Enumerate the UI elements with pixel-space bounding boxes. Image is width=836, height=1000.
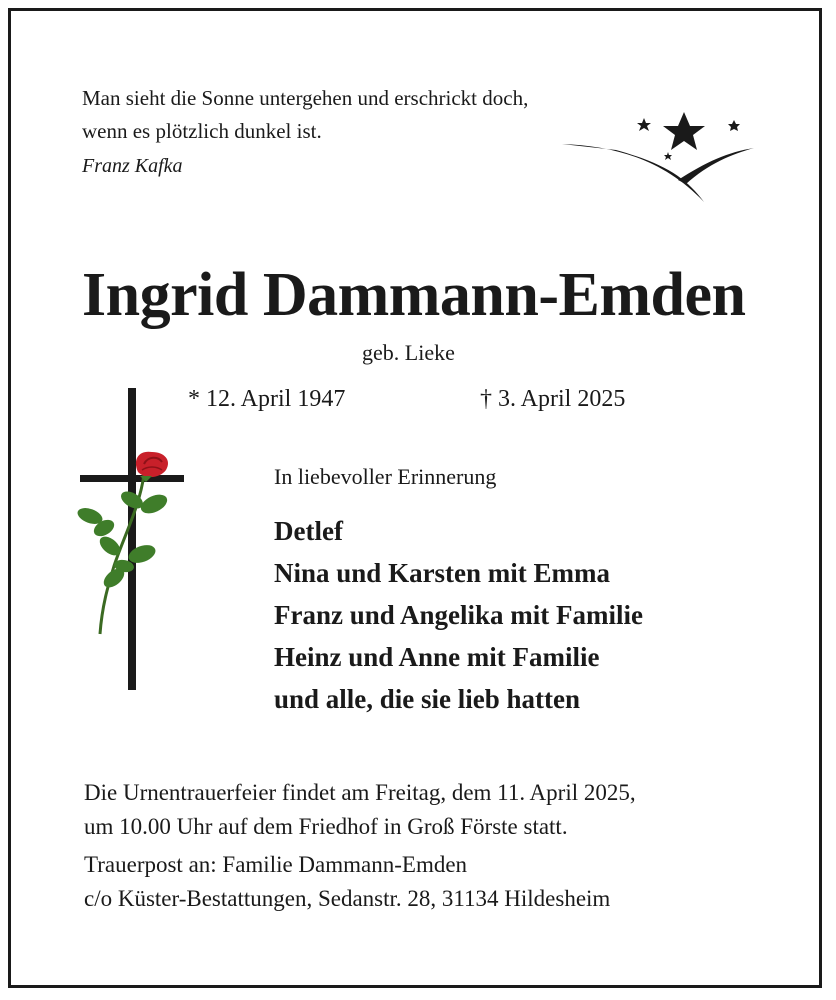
birth-date: * 12. April 1947 [188,386,346,412]
mourner-name: Heinz und Anne mit Familie [274,642,600,672]
mourner-list [274,510,643,720]
quote-line-2: wenn es plötzlich dunkel ist. [82,119,322,143]
quote-line-1: Man sieht die Sonne untergehen und erschrickt doch, [82,86,529,110]
death-date: † 3. April 2025 [480,386,626,412]
mourner-name: und alle, die sie lieb hatten [274,684,581,714]
mail-address [84,848,610,916]
memory-intro: In liebevoller Erinnerung [274,464,497,489]
mail-line-1: Trauerpost an: Familie Dammann-Emden [84,852,468,877]
service-line-1: Die Urnentrauerfeier findet am Freitag, dem 11. April 2025, [84,780,636,805]
deceased-name: Ingrid Dammann-Emden [82,261,746,329]
service-line-2: um 10.00 Uhr auf dem Friedhof in Groß Förste statt. [84,814,568,839]
maiden-name: geb. Lieke [362,340,455,365]
mourner-name: Detlef [274,516,343,546]
rose-icon [74,446,178,638]
quote-author: Franz Kafka [82,155,183,177]
star-icon [556,108,760,204]
quote [82,82,528,148]
mourner-name: Franz und Angelika mit Familie [274,600,644,630]
mail-line-2: c/o Küster-Bestattungen, Sedanstr. 28, 31134 Hildesheim [84,886,611,911]
service-info [84,776,636,844]
mourner-name: Nina und Karsten mit Emma [274,558,611,588]
